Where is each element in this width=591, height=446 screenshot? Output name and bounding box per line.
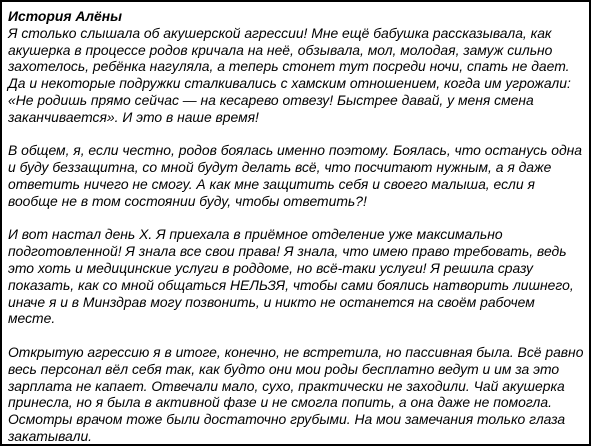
story-paragraph-2: В общем, я, если честно, родов боялась именно поэтому. Боялась, что останусь одна и буду беззащитна, со мной будут делать всё, что посчитают нужным, а я даже ответить ничего не смогу. А как мне защитить себя и своего малыша, если я вообще не в том состоянии буду, чтобы ответить?!: [8, 142, 583, 209]
story-paragraph-1: Я столько слышала об акушерской агрессии! Мне ещё бабушка рассказывала, как акушерка в процессе родов кричала на неё, обзывала, мол, молодая, замуж сильно захотелось, ребёнка нагуляла, а теперь стонет тут посреди ночи, спать не дает. Да и некоторые подружки сталкивались с хамским отношением, когда им угрожали: «Не родишь прямо сейчас — на кесарево отвезу! Быстрее давай, у меня смена заканчивается». И это в наше время!: [8, 24, 571, 125]
story-paragraph-3: И вот настал день Х. Я приехала в приёмное отделение уже максимально подготовленной! Я знала все свои права! Я знала, что имею право требовать, ведь это хоть и медицинские услуги в роддоме, но всё-таки услуги! Я решила сразу показать, как со мной общаться НЕЛЬЗЯ, чтобы сами боялись натворить лишнего, иначе я и в Минздрав могу позвонить, и никто не останется на своём рабочем месте.: [8, 226, 574, 327]
story-content: [8, 8, 584, 445]
story-title: История Алёны: [8, 8, 123, 24]
story-paragraph-4: Открытую агрессию я в итоге, конечно, не встретила, но пассивная была. Всё равно весь персонал вёл себя так, как будто они мои роды бесплатно ведут и им за это зарплата не капает. Отвечали мало, сухо, практически не заходили. Чай акушерка принесла, но я была в активной фазе и не смогла попить, а она даже не помогла. Осмотры врачом тоже были достаточно грубыми. На мои замечания только глаза закатывали.: [8, 343, 584, 444]
